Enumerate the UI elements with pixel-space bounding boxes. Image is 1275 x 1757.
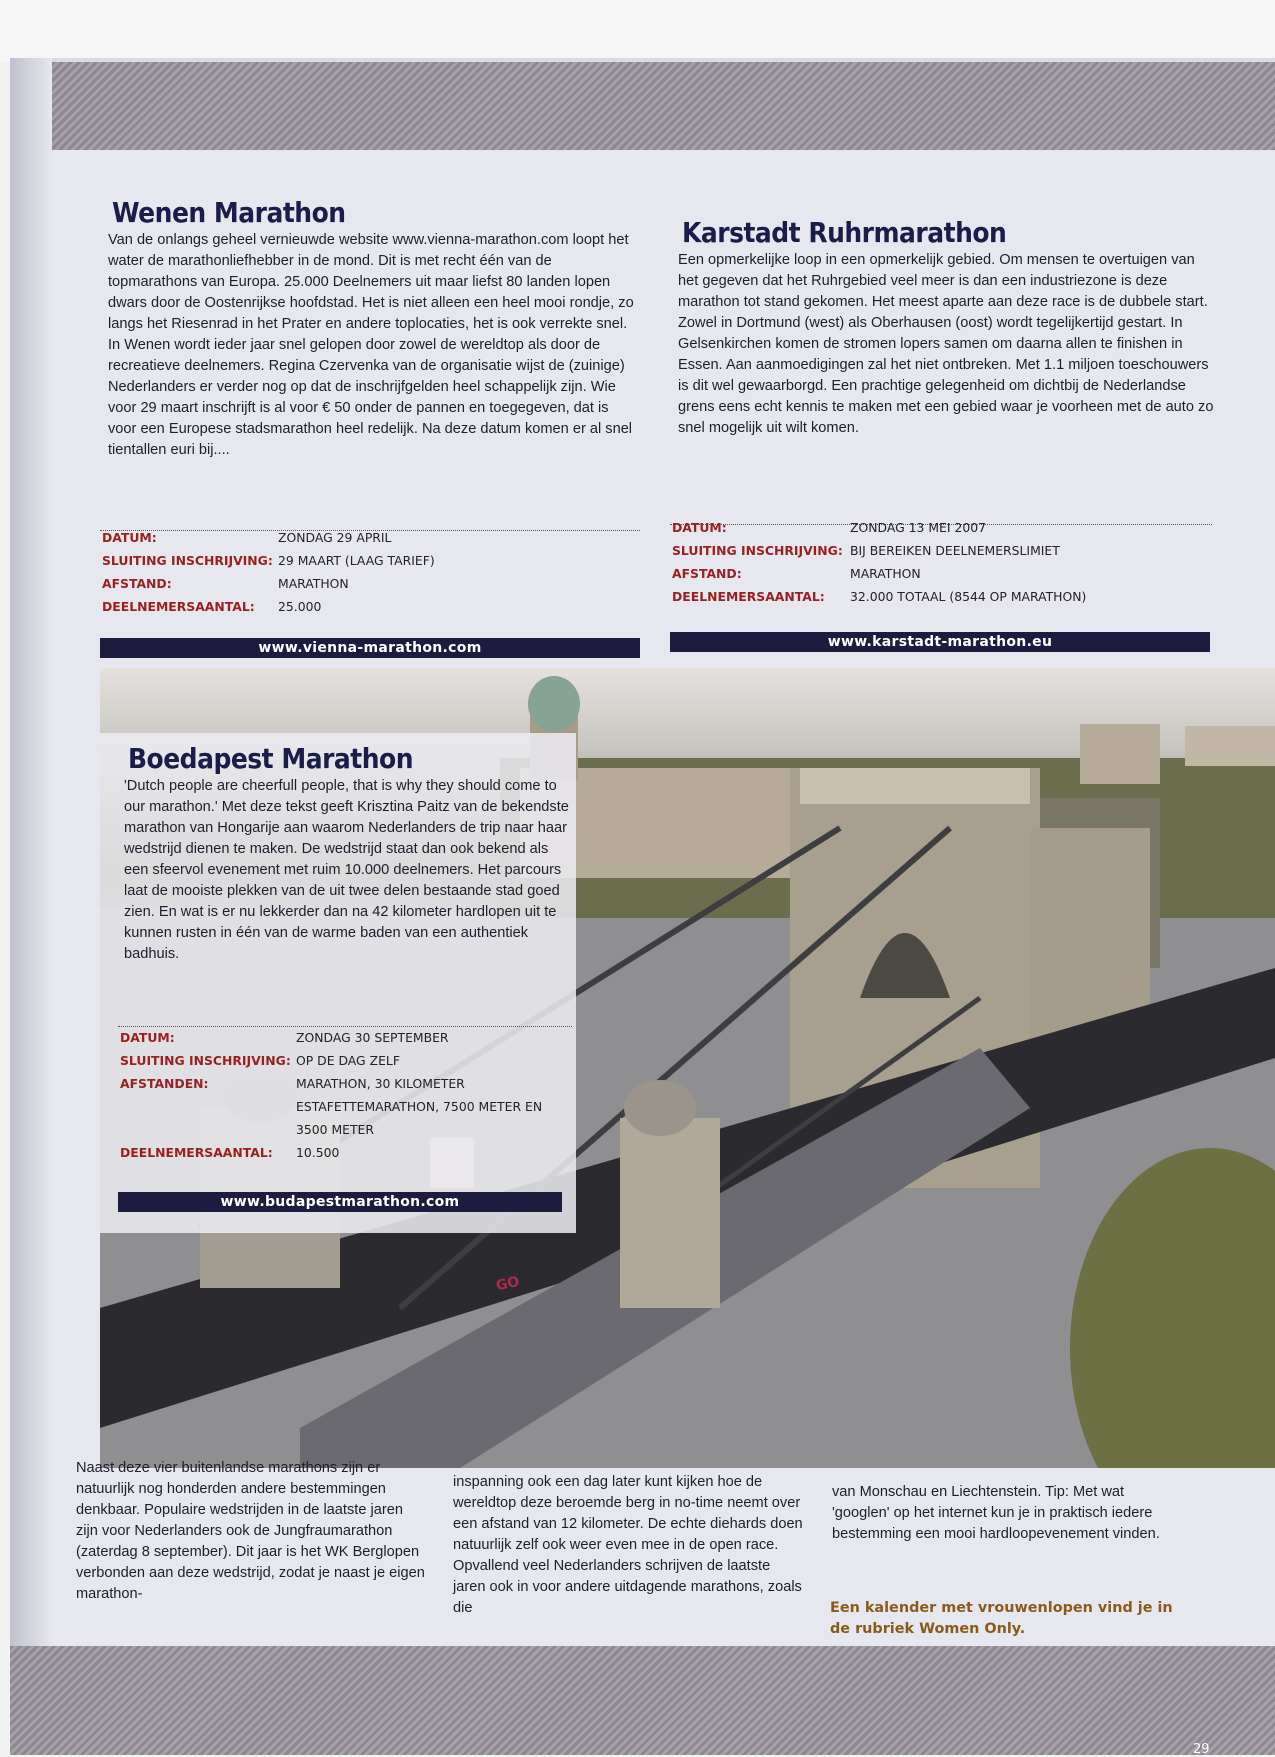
ruhr-url-link[interactable]: www.karstadt-marathon.eu <box>670 632 1210 652</box>
boedapest-info-label: DEELNEMERSAANTAL: <box>120 1145 273 1160</box>
wenen-body: Van de onlangs geheel vernieuwde website www.vienna-marathon.com loopt het water de marathonliefhebber in de mond. Dit is met recht één van de topmarathons van Europa. 25.000 Deelnemers uit maar liefst 80 landen lopen dwars door de Oostenrijkse hoofdstad. Het is niet alleen een heel mooi rondje, zo langs het Riesenrad in het Prater en andere toplocaties, het is ook verrekte snel. In Wenen wordt ieder jaar snel gelopen door zowel de wereldtop als door de recreatieve deelnemers. Regina Czervenka van de organisatie wijst de (zuinige) Nederlanders er verder nog op dat de inschrijfgelden heel schappelijk zijn. Wie voor 29 maart inschrijft is al voor € 50 onder de pannen en toegegeven, dat is voor een Europese stadsmarathon heel redelijk. Na deze datum komen er al snel tientallen euri bij.... <box>108 232 634 458</box>
boedapest-info-value: OP DE DAG ZELF <box>296 1053 400 1068</box>
wenen-title: Wenen Marathon <box>112 196 346 229</box>
ruhr-title: Karstadt Ruhrmarathon <box>682 216 1007 249</box>
boedapest-info-label: SLUITING INSCHRIJVING: <box>120 1053 291 1068</box>
ruhr-info-label: DEELNEMERSAANTAL: <box>672 589 825 604</box>
wenen-info-value: MARATHON <box>278 576 349 591</box>
ruhr-info-label: DATUM: <box>672 520 727 535</box>
ruhr-body: Een opmerkelijke loop in een opmerkelijk gebied. Om mensen te overtuigen van het gegeven dat het Ruhrgebied veel meer is dan een industriezone is deze marathon tot stand gekomen. Het meest aparte aan deze race is de dubbele start. Zowel in Dortmund (west) als Oberhausen (oost) wordt tegelijkertijd gestart. In Gelsenkirchen komen de stromen lopers samen om daarna allen te finishen in Essen. Aan aanmoedigingen zal het niet ontbreken. Met 1.1 miljoen toeschouwers is dit wel gewaarborgd. Een prachtige gelegenheid om dichtbij de Nederlandse grens eens echt kennis te maken met een gebied waar je voorheen met de auto zo snel mogelijk uit wilt komen. <box>678 252 1214 436</box>
scan-margin <box>0 0 1275 62</box>
ruhr-info-value: ZONDAG 13 MEI 2007 <box>850 520 986 535</box>
boedapest-title: Boedapest Marathon <box>128 742 414 775</box>
wenen-info-value: 25.000 <box>278 599 322 614</box>
boedapest-info-label: AFSTANDEN: <box>120 1076 209 1091</box>
photo-banner-text: GO <box>494 1273 521 1295</box>
boedapest-info-label: DATUM: <box>120 1030 175 1045</box>
footer-column-3: van Monschau en Liechtenstein. Tip: Met wat 'googlen' op het internet kun je in praktisch iedere bestemming een mooi hardloopevenement vinden. <box>832 1484 1160 1542</box>
wenen-info-value: ZONDAG 29 APRIL <box>278 530 392 545</box>
ruhr-info <box>672 516 1086 608</box>
wenen-info <box>102 526 435 618</box>
bottom-stripe-band <box>10 1646 1275 1755</box>
boedapest-info <box>120 1026 572 1164</box>
wenen-info-value: 29 MAART (LAAG TARIEF) <box>278 553 435 568</box>
ruhr-info-value: BIJ BEREIKEN DEELNEMERSLIMIET <box>850 543 1060 558</box>
boedapest-url-link[interactable]: www.budapestmarathon.com <box>118 1192 562 1212</box>
top-stripe-band <box>52 62 1275 158</box>
boedapest-info-value: 10.500 <box>296 1145 340 1160</box>
footer-column-1: Naast deze vier buitenlandse marathons zijn er natuurlijk nog honderden andere bestemmingen denkbaar. Populaire wedstrijden in de laatste jaren zijn voor Nederlanders ook de Jungfraumarathon (zaterdag 8 september). Dit jaar is het WK Berglopen verbonden aan deze wedstrijd, zodat je naast je eigen marathon- <box>76 1460 425 1602</box>
page-number: 29 <box>1193 1742 1210 1757</box>
boedapest-info-value: MARATHON, 30 KILOMETER ESTAFETTEMARATHON, 7500 METER EN 3500 METER <box>296 1076 543 1137</box>
ruhr-info-value: 32.000 TOTAAL (8544 OP MARATHON) <box>850 589 1087 604</box>
boedapest-body: 'Dutch people are cheerfull people, that is why they should come to our marathon.' Met deze tekst geeft Krisztina Paitz van de bekendste marathon van Hongarije aan waarom Nederlanders de trip naar haar wedstrijd dienen te maken. De wedstrijd staat dan ook bekend als een sfeervol evenement met ruim 10.000 deelnemers. Het parcours laat de mooiste plekken van de uit twee delen bestaande stad goed zien. En wat is er nu lekkerder dan na 42 kilometer hardlopen uit te kunnen rusten in één van de warme baden van een authentiek badhuis. <box>124 778 569 962</box>
wenen-info-label: AFSTAND: <box>102 576 172 591</box>
wenen-url-link[interactable]: www.vienna-marathon.com <box>100 638 640 658</box>
boedapest-info-value: ZONDAG 30 SEPTEMBER <box>296 1030 449 1045</box>
wenen-info-label: DATUM: <box>102 530 157 545</box>
wenen-info-label: DEELNEMERSAANTAL: <box>102 599 255 614</box>
wenen-info-label: SLUITING INSCHRIJVING: <box>102 553 273 568</box>
ruhr-info-value: MARATHON <box>850 566 921 581</box>
ruhr-info-label: AFSTAND: <box>672 566 742 581</box>
footer-column-2: inspanning ook een dag later kunt kijken hoe de wereldtop deze beroemde berg in no-time neemt over een afstand van 12 kilometer. De echte diehards doen natuurlijk zelf ook weer even mee in de open race. Opvallend veel Nederlanders schrijven de laatste jaren ook in voor andere uitdagende marathons, zoals die <box>453 1474 803 1616</box>
ruhr-info-label: SLUITING INSCHRIJVING: <box>672 543 843 558</box>
calendar-note: Een kalender met vrouwenlopen vind je in de rubriek Women Only. <box>830 1600 1173 1637</box>
page-gutter <box>10 58 52 1755</box>
